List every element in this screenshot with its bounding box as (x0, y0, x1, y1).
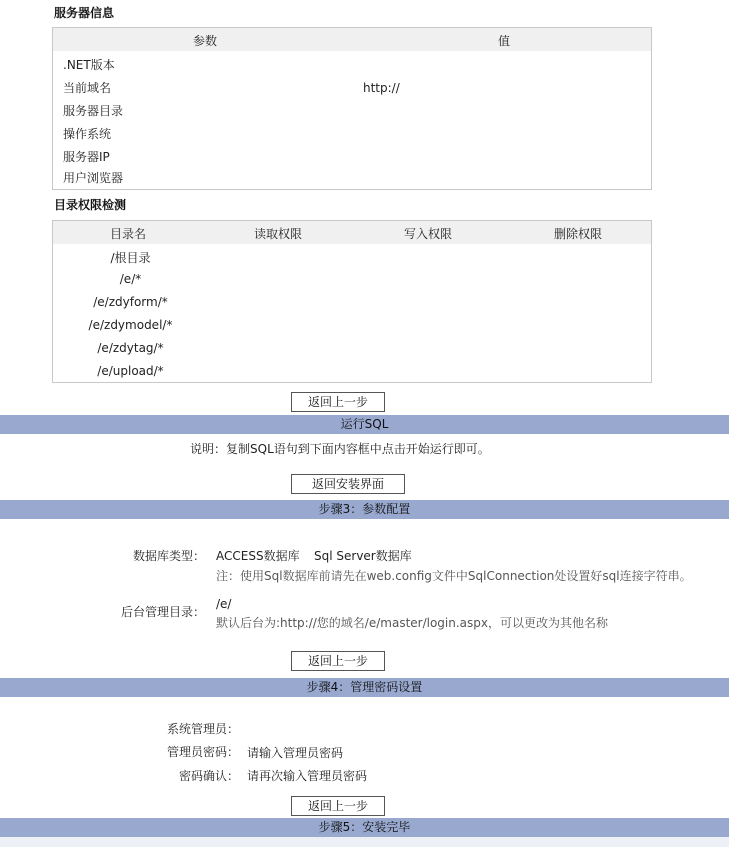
table-row (53, 292, 651, 315)
col-dir: 目录名 (109, 227, 146, 241)
dir-check-table (52, 220, 652, 383)
step3-bar: 步骤3：参数配置 (0, 500, 729, 519)
dir-check-header (53, 221, 651, 244)
db-option-sqlserver[interactable]: Sql Server数据库 (314, 549, 412, 563)
pwd-label: 管理员密码： (167, 745, 240, 759)
col-value: 值 (498, 34, 511, 48)
back-to-install-button[interactable]: 返回安装界面 (291, 474, 405, 494)
row-param: 服务器IP (63, 150, 110, 164)
dir-name: /根目录 (110, 251, 151, 265)
table-row (53, 145, 651, 168)
row-value: http:// (363, 81, 400, 95)
col-write: 写入权限 (403, 227, 452, 241)
table-row (53, 315, 651, 338)
row-param: 用户浏览器 (63, 171, 124, 185)
db-option-access[interactable]: ACCESS数据库 (216, 549, 300, 563)
db-type-label: 数据库类型： (133, 549, 206, 563)
dir-name: /e/* (119, 272, 142, 286)
table-row (53, 338, 651, 361)
server-info-title: 服务器信息 (54, 6, 115, 20)
step5-bar: 步骤5：安装完毕 (0, 818, 729, 837)
table-row (53, 76, 651, 99)
table-row (53, 122, 651, 145)
table-row (53, 361, 651, 384)
back-button[interactable]: 返回上一步 (291, 796, 385, 816)
row-param: .NET版本 (63, 58, 115, 72)
back-button[interactable]: 返回上一步 (291, 392, 385, 412)
pwd-field[interactable]: 请输入管理员密码 (247, 746, 344, 760)
table-row (53, 99, 651, 122)
run-sql-bar: 运行SQL (0, 415, 729, 434)
table-row (53, 53, 651, 76)
dir-name: /e/zdytag/* (97, 341, 164, 355)
row-param: 当前域名 (63, 81, 112, 95)
admin-dir-note: 默认后台为:http://您的域名/e/master/login.aspx，可以更改为其他名称 (216, 616, 609, 630)
row-param: 服务器目录 (63, 104, 124, 118)
row-param: 操作系统 (63, 127, 112, 141)
run-sql-desc: 说明：复制SQL语句到下面内容框中点击开始运行即可。 (190, 442, 490, 456)
dir-name: /e/upload/* (97, 364, 164, 378)
confirm-field[interactable]: 请再次输入管理员密码 (247, 769, 368, 783)
back-button[interactable]: 返回上一步 (291, 651, 385, 671)
table-row (53, 168, 651, 191)
server-info-header (53, 28, 651, 51)
confirm-label: 密码确认： (179, 769, 240, 783)
step4-bar: 步骤4：管理密码设置 (0, 678, 729, 697)
table-row (53, 246, 651, 269)
dir-check-title: 目录权限检测 (54, 198, 127, 212)
col-read: 读取权限 (253, 227, 302, 241)
admin-dir-field[interactable]: /e/ (216, 597, 232, 611)
dir-name: /e/zdymodel/* (88, 318, 173, 332)
dir-name: /e/zdyform/* (93, 295, 168, 309)
admin-dir-label: 后台管理目录： (121, 605, 206, 619)
admin-label: 系统管理员： (167, 722, 240, 736)
table-row (53, 269, 651, 292)
db-note: 注：使用Sql数据库前请先在web.config文件中SqlConnection处设置好sql连接字符串。 (216, 569, 692, 583)
server-info-table (52, 27, 652, 190)
col-param: 参数 (193, 34, 218, 48)
step5-panel (0, 837, 729, 847)
col-delete: 删除权限 (553, 227, 602, 241)
